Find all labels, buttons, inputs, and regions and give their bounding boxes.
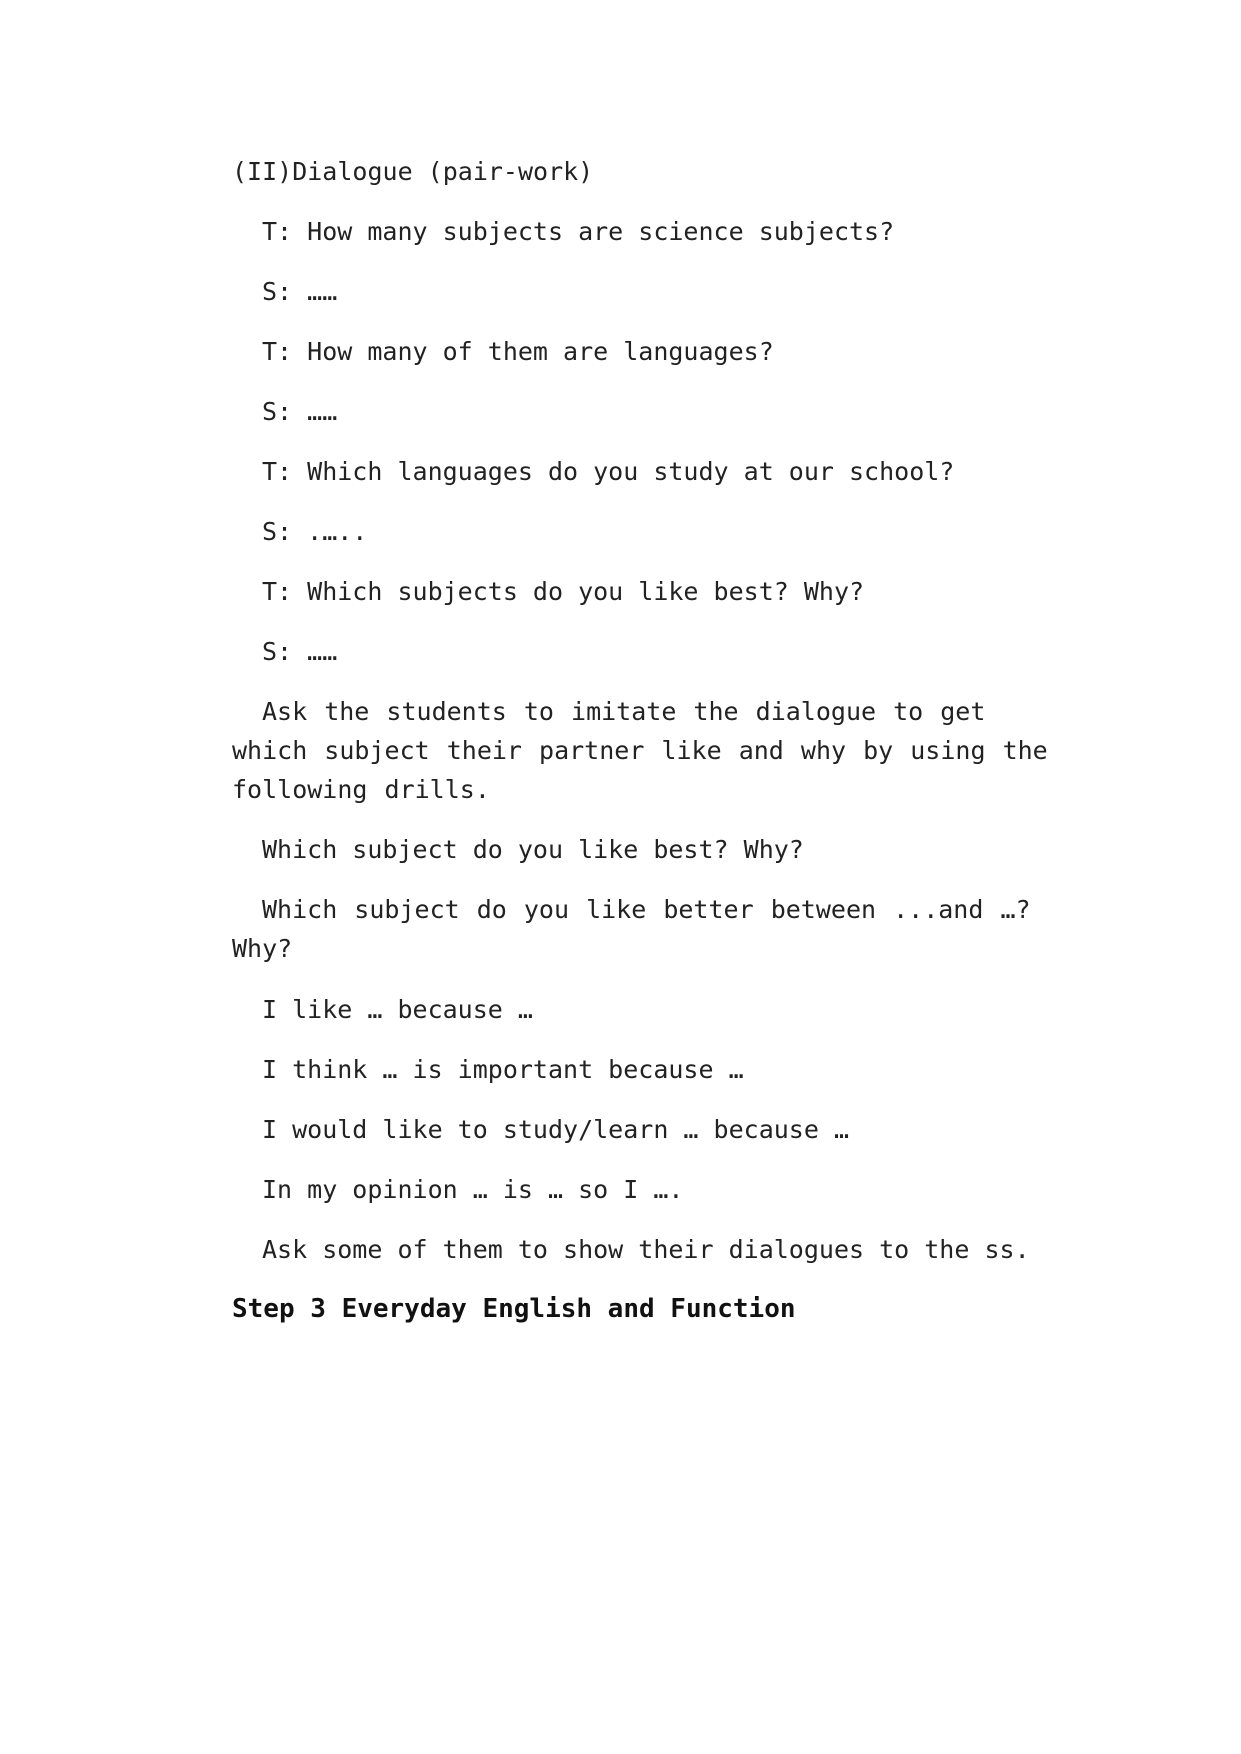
section-title: (II)Dialogue (pair-work) — [232, 157, 594, 186]
dialogue-line: S: …… — [262, 397, 338, 426]
dialogue-line: T: Which languages do you study at our school? — [262, 457, 955, 486]
closing-instruction: Ask some of them to show their dialogues to the ss. — [262, 1235, 1030, 1264]
drill-line: I would like to study/learn … because … — [262, 1115, 849, 1144]
dialogue-line: T: How many of them are languages? — [262, 337, 774, 366]
drill-line: Which subject do you like better between ...and …? Why? — [232, 895, 1031, 963]
drill-line: I think … is important because … — [262, 1055, 744, 1084]
dialogue-line: S: …… — [262, 277, 338, 306]
instruction-paragraph: Ask the students to imitate the dialogue to get which subject their partner like and why by using the following drills. — [232, 697, 1048, 804]
drill-line: I like … because … — [262, 995, 533, 1024]
dialogue-line: T: How many subjects are science subjects? — [262, 217, 895, 246]
drill-line: In my opinion … is … so I …. — [262, 1175, 684, 1204]
dialogue-line: S: …… — [262, 637, 338, 666]
dialogue-line: T: Which subjects do you like best? Why? — [262, 577, 865, 606]
drill-line: Which subject do you like best? Why? — [262, 835, 804, 864]
step-heading: Step 3 Everyday English and Function — [232, 1294, 796, 1324]
dialogue-line: S: .….. — [262, 517, 368, 546]
